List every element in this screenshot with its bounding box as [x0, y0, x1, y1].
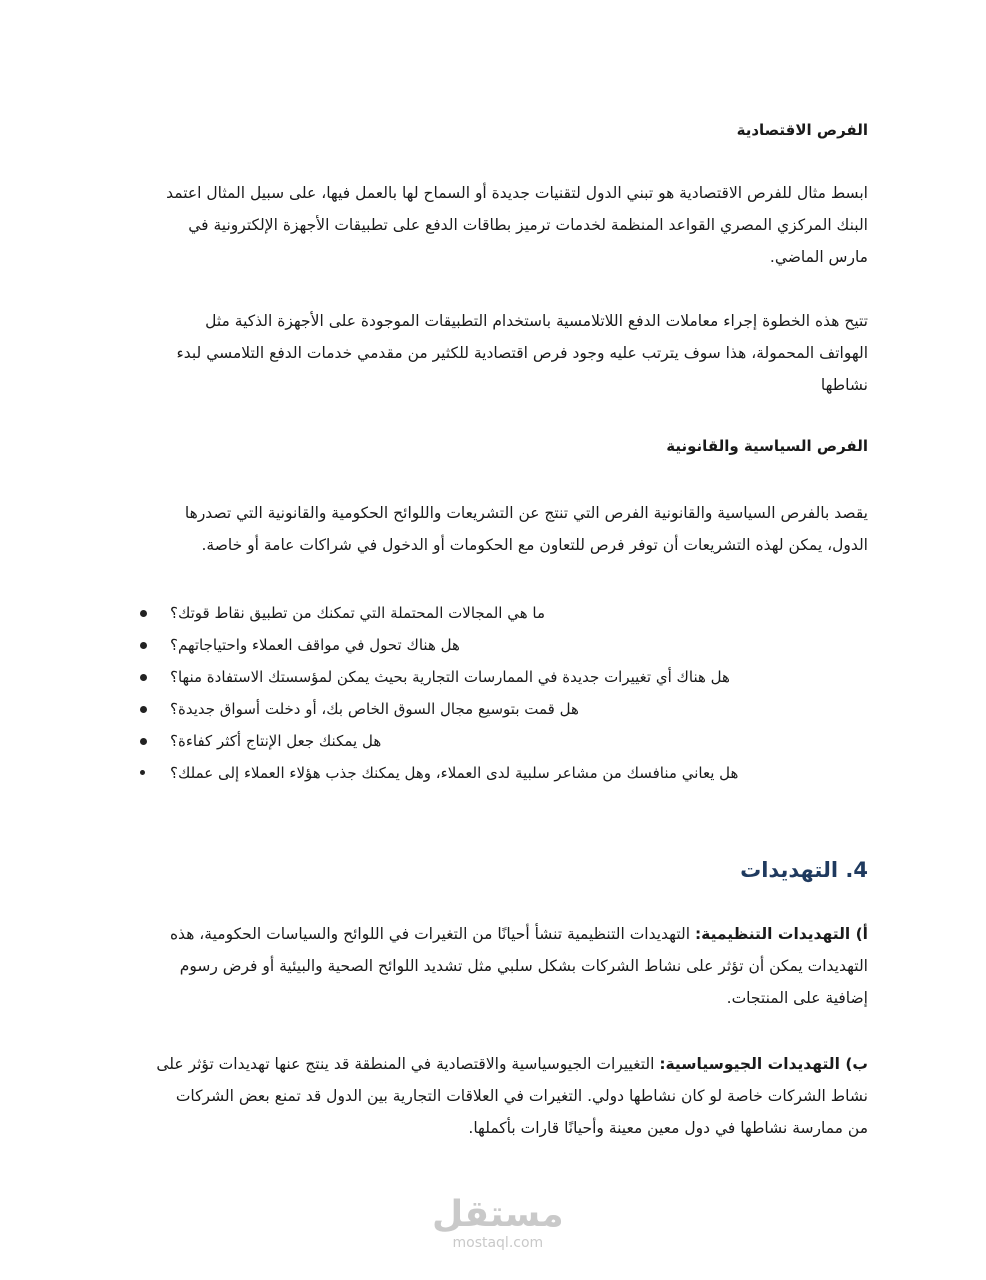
political-paragraph	[100, 497, 868, 561]
regulatory-threats-paragraph	[120, 918, 868, 1014]
text-line: ابسط مثال للفرص الاقتصادية هو تبني الدول لتقنيات جديدة أو السماح لها بالعمل فيها، على سبيل المثال اعتمد	[166, 184, 868, 202]
bullet-icon	[140, 674, 147, 681]
question-text: هل قمت بتوسيع مجال السوق الخاص بك، أو دخلت أسواق جديدة؟	[170, 700, 579, 718]
text-line: نشاط الشركات خاصة لو كان نشاطها دولي. التغيرات في العلاقات التجارية بين الدول قد تمنع بعض الشركات	[175, 1087, 868, 1105]
question-text: هل هناك تحول في مواقف العملاء واحتياجاتهم؟	[170, 636, 460, 654]
list-item	[170, 757, 810, 789]
text-line: التغييرات الجيوسياسية والاقتصادية في المنطقة قد ينتج عنها تهديدات تؤثر على	[156, 1055, 660, 1073]
list-item	[170, 597, 810, 629]
list-item	[170, 661, 810, 693]
text-line: نشاطها	[820, 376, 868, 394]
bullet-icon	[140, 706, 147, 713]
geopolitical-threats-label: ب) التهديدات الجيوسياسية:	[659, 1055, 868, 1073]
text-line: يقصد بالفرص السياسية والقانونية الفرص التي تنتج عن التشريعات واللوائح الحكومية والقانونية التي تصدرها	[184, 504, 868, 522]
economic-paragraph-1	[100, 177, 868, 273]
watermark-logo-text: مستقل	[432, 1194, 564, 1235]
text-line: مارس الماضي.	[769, 248, 868, 266]
regulatory-threats-label: أ) التهديدات التنظيمية:	[694, 925, 868, 943]
heading-threats: 4. التهديدات	[740, 858, 868, 882]
text-line: التهديدات يمكن أن تؤثر على نشاط الشركات بشكل سلبي مثل تشديد اللوائح الصحية والبيئية أو فرض رسوم	[179, 957, 868, 975]
list-item	[170, 629, 810, 661]
heading-economic-opportunities: الفرص الاقتصادية	[736, 121, 868, 139]
text-line: من ممارسة نشاطها في دول معين معينة وأحيانًا قارات بأكملها.	[468, 1119, 868, 1137]
mostaql-watermark	[432, 1195, 564, 1251]
text-line: الدول، يمكن لهذه التشريعات أن توفر فرص للتعاون مع الحكومات أو الدخول في شراكات عامة أو خاصة.	[201, 536, 868, 554]
list-item	[170, 725, 810, 757]
question-text: هل يمكنك جعل الإنتاج أكثر كفاءة؟	[170, 732, 382, 750]
list-item	[170, 693, 810, 725]
bullet-icon	[140, 738, 147, 745]
text-line: الهواتف المحمولة، هذا سوف يترتب عليه وجود فرص اقتصادية للكثير من مقدمي خدمات الدفع التلامسي لبدء	[176, 344, 868, 362]
geopolitical-threats-paragraph	[120, 1048, 868, 1144]
watermark-url: mostaql.com	[452, 1235, 544, 1251]
bullet-icon	[140, 770, 145, 775]
economic-paragraph-2	[100, 305, 868, 401]
text-line: البنك المركزي المصري القواعد المنظمة لخدمات ترميز بطاقات الدفع على تطبيقات الأجهزة الإلكترونية في	[188, 216, 868, 234]
text-line: التهديدات التنظيمية تنشأ أحيانًا من التغيرات في اللوائح والسياسات الحكومية، هذه	[169, 925, 695, 943]
question-text: ما هي المجالات المحتملة التي تمكنك من تطبيق نقاط قوتك؟	[170, 604, 546, 622]
question-text: هل يعاني منافسك من مشاعر سلبية لدى العملاء، وهل يمكنك جذب هؤلاء العملاء إلى عملك؟	[170, 764, 739, 782]
text-line: تتيح هذه الخطوة إجراء معاملات الدفع اللاتلامسية باستخدام التطبيقات الموجودة على الأجهزة الذكية مثل	[205, 312, 868, 330]
bullet-icon	[140, 642, 147, 649]
text-line: إضافية على المنتجات.	[726, 989, 868, 1007]
bullet-icon	[140, 610, 147, 617]
heading-political-legal-opportunities: الفرص السياسية والقانونية	[666, 437, 868, 455]
question-text: هل هناك أي تغييرات جديدة في الممارسات التجارية بحيث يمكن لمؤسستك الاستفادة منها؟	[170, 668, 730, 686]
